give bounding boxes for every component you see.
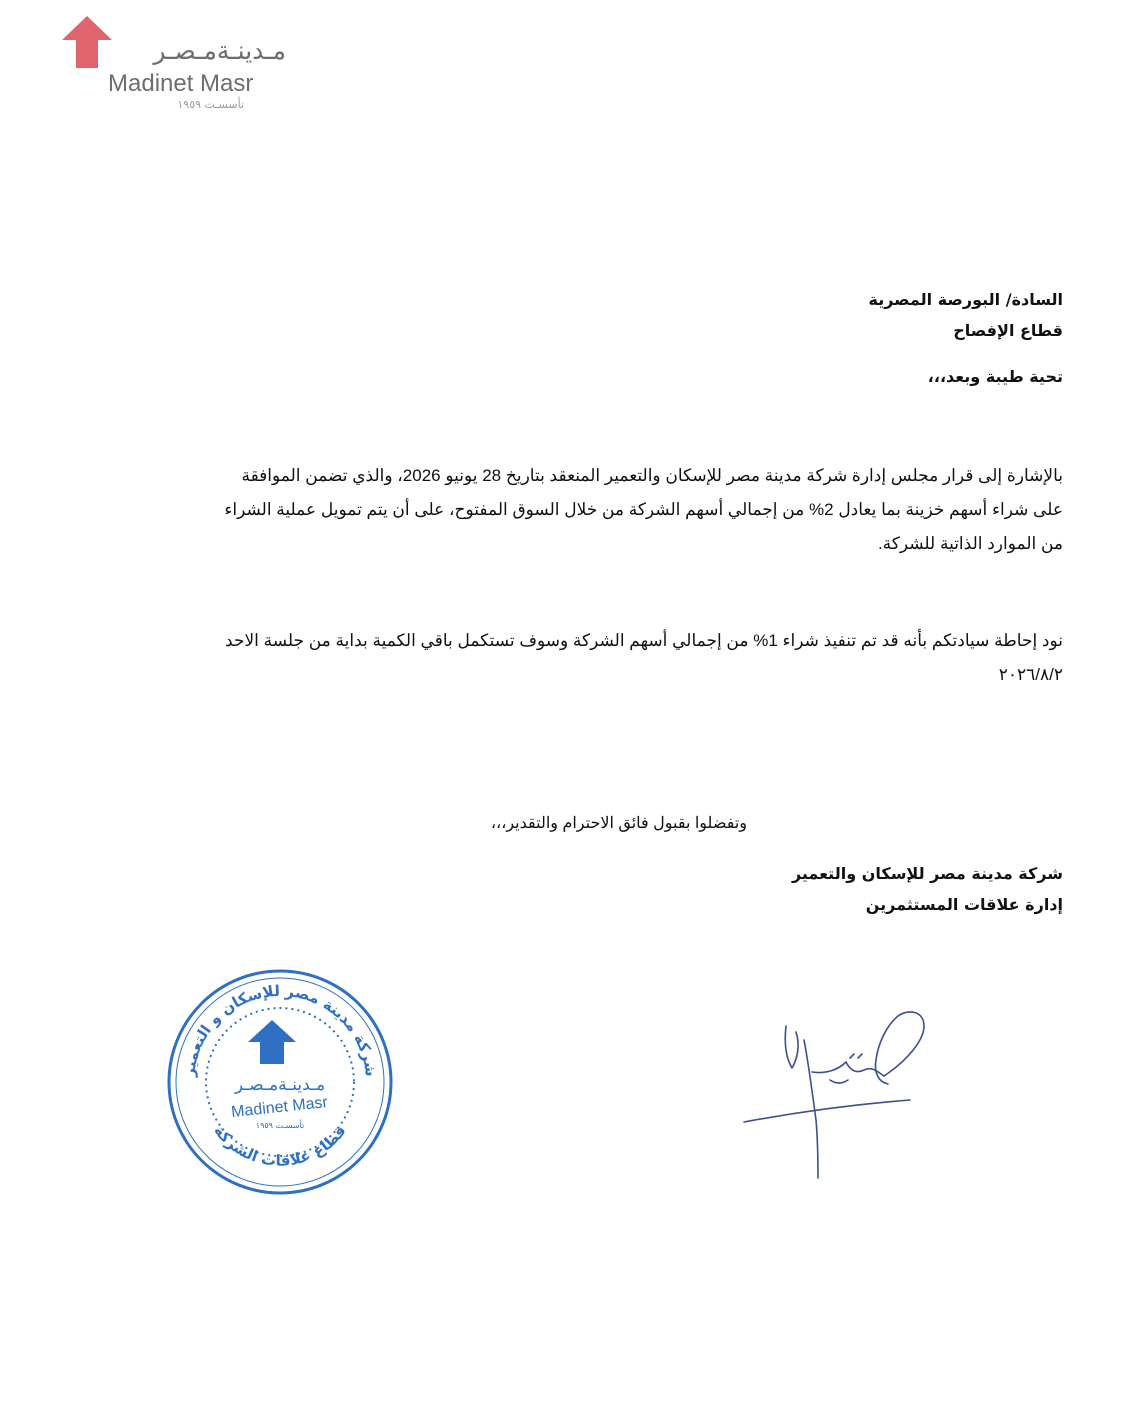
sender-block xyxy=(792,858,1063,920)
stamp-arrow-icon xyxy=(248,1020,296,1064)
paragraph-1-line-2: على شراء أسهم خزينة بما يعادل 2% من إجمالي أسهم الشركة من خلال السوق المفتوح، على أن يتم تمويل عملية الشراء xyxy=(224,500,1063,519)
paragraph-2-line-1: نود إحاطة سيادتكم بأنه قد تم تنفيذ شراء 1% من إجمالي أسهم الشركة وسوف تستكمل باقي الكمية بداية من جلسة الاحد xyxy=(225,631,1063,650)
paragraph-1-line-3: من الموارد الذاتية للشركة. xyxy=(877,534,1063,553)
addressee-block xyxy=(869,284,1064,346)
stamp-outer-text: شركة مدينة مصر للإسكان و التعمير xyxy=(180,981,381,1078)
stamp-name-english: Madinet Masr xyxy=(230,1094,329,1122)
closing-line: وتفضلوا بقبول فائق الاحترام والتقدير،،، xyxy=(490,815,747,832)
company-stamp xyxy=(164,966,396,1198)
sender-company: شركة مدينة مصر للإسكان والتعمير xyxy=(791,864,1063,883)
handwritten-signature xyxy=(738,1000,938,1185)
logo-name-arabic: مـدينـةمـصـر xyxy=(153,36,286,65)
stamp-name-arabic: مـدينـةمـصـر xyxy=(234,1075,326,1095)
logo-name-english: Madinet Masr xyxy=(108,70,254,97)
addressee-department: قطاع الإفصاح xyxy=(953,321,1063,340)
sender-department: إدارة علاقات المستثمرين xyxy=(865,895,1063,914)
stamp-bottom-text: قطاع علاقات الشركة xyxy=(210,1121,350,1170)
paragraph-2-date: ٢٠٢٦/٨/٢ xyxy=(998,665,1063,684)
body-paragraph-1 xyxy=(128,459,1063,561)
paragraph-1-line-1: بالإشارة إلى قرار مجلس إدارة شركة مدينة مصر للإسكان والتعمير المنعقد بتاريخ 28 يونيو 2026، والذي تضمن الموافقة xyxy=(241,466,1063,485)
logo-established: تأسسـت ١٩٥٩ xyxy=(177,98,244,111)
logo-arrow-icon xyxy=(60,14,114,70)
company-logo xyxy=(60,14,290,114)
stamp-established: تأسسـت ١٩٥٩ xyxy=(255,1121,305,1130)
addressee-name: السادة/ البورصة المصرية xyxy=(868,290,1063,309)
greeting: تحية طيبة وبعد،،، xyxy=(927,367,1063,386)
body-paragraph-2 xyxy=(128,624,1063,692)
